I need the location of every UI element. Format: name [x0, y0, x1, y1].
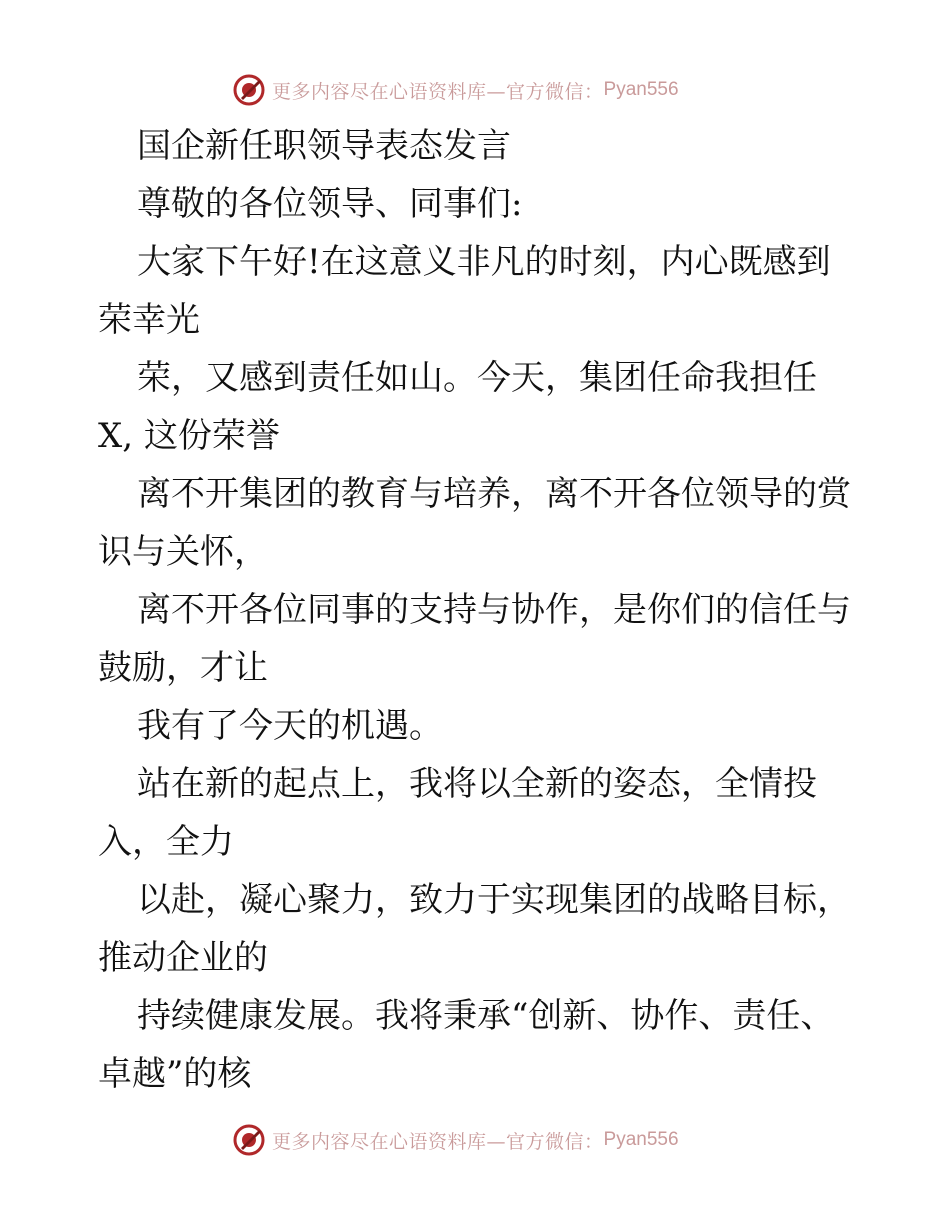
body-line: 入，全力 — [98, 822, 234, 862]
body-line: 荣，又感到责任如山。今天，集团任命我担任 — [137, 358, 817, 398]
body-line: 持续健康发展。我将秉承“创新、协作、责任、 — [137, 996, 835, 1036]
pen-logo-icon — [232, 1123, 266, 1157]
body-line: 识与关怀， — [98, 532, 268, 572]
pen-logo-icon — [232, 73, 266, 107]
body-line: 大家下午好!在这意义非凡的时刻，内心既感到 — [137, 242, 831, 282]
body-line: 离不开各位同事的支持与协作，是你们的信任与 — [137, 590, 851, 630]
body-line: X, 这份荣誉 — [98, 416, 280, 456]
body-line: 推动企业的 — [98, 938, 268, 978]
body-line: 卓越”的核 — [98, 1054, 252, 1094]
header-banner-text: 更多内容尽在心语资料库—官方微信： — [272, 80, 604, 103]
body-line: 荣幸光 — [98, 300, 200, 340]
footer-banner-id: Pyan556 — [603, 1129, 679, 1150]
salutation: 尊敬的各位领导、同事们: — [137, 184, 523, 224]
footer-banner-text: 更多内容尽在心语资料库—官方微信： — [272, 1130, 604, 1153]
document-title: 国企新任职领导表态发言 — [137, 126, 511, 166]
header-banner — [232, 72, 679, 108]
body-line: 我有了今天的机遇。 — [137, 706, 443, 746]
body-line: 以赴，凝心聚力，致力于实现集团的战略目标， — [137, 880, 851, 920]
body-line: 站在新的起点上，我将以全新的姿态，全情投 — [137, 764, 817, 804]
header-banner-id: Pyan556 — [603, 79, 679, 100]
body-line: 离不开集团的教育与培养，离不开各位领导的赏 — [137, 474, 851, 514]
footer-banner — [232, 1122, 679, 1158]
body-line: 鼓励，才让 — [98, 648, 268, 688]
